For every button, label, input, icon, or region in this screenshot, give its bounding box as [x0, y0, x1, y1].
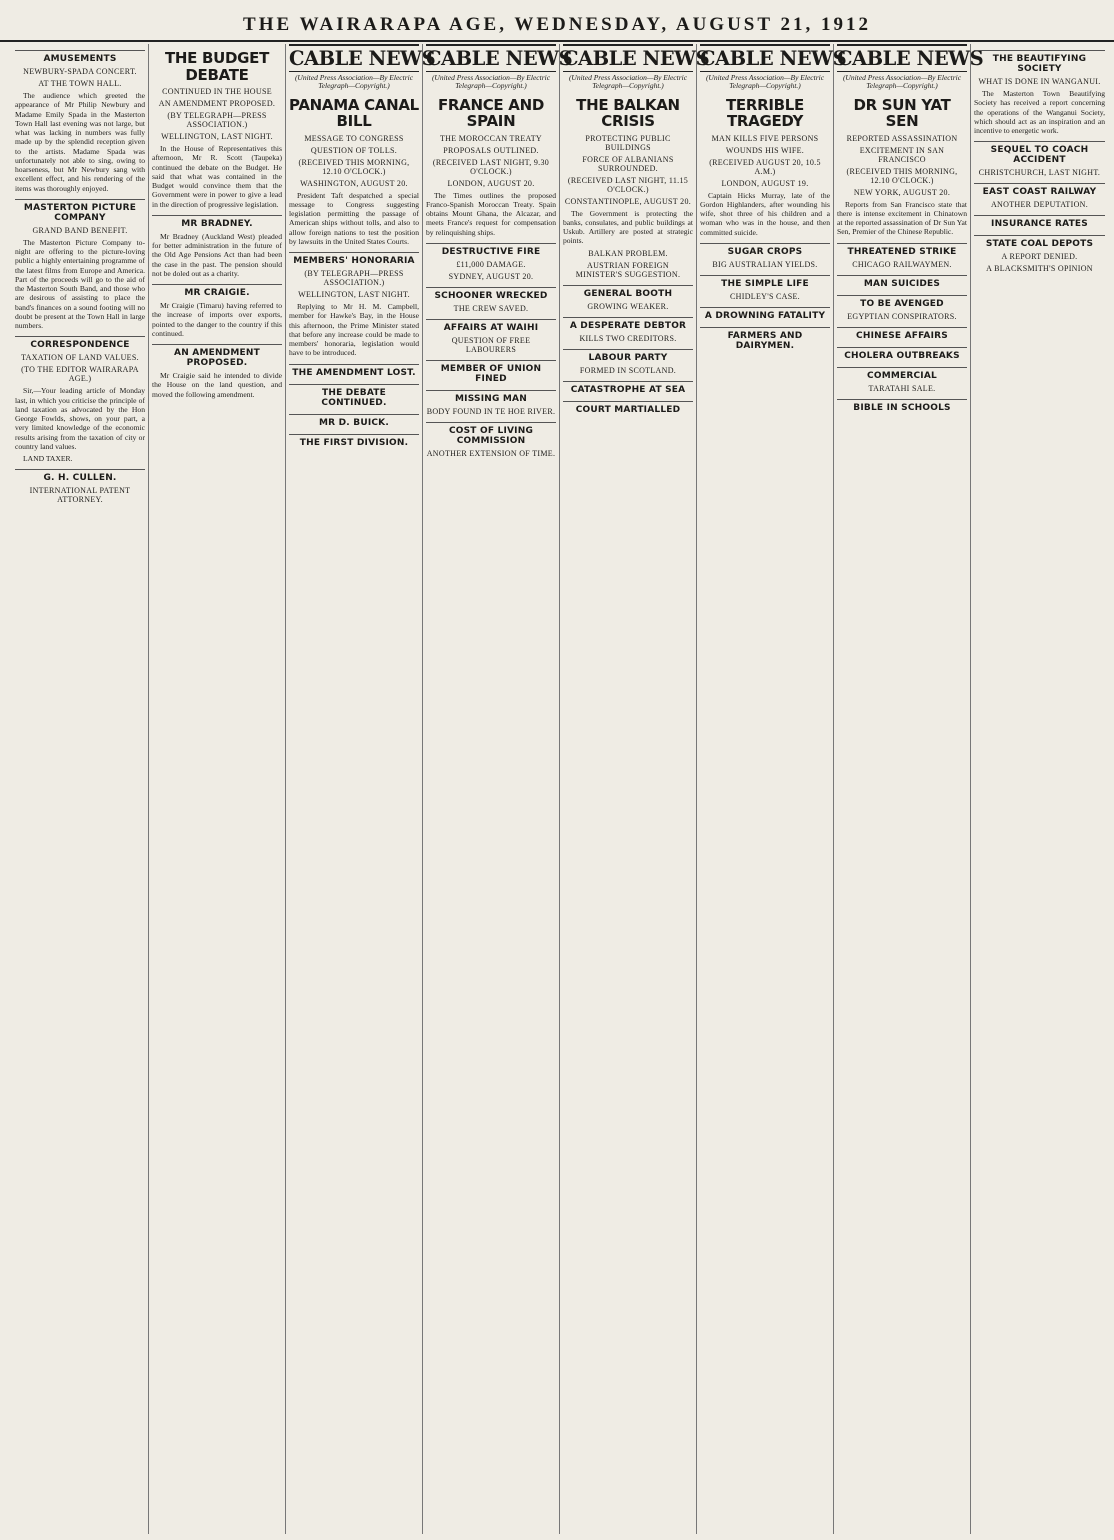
subheading: EXCITEMENT IN SAN FRANCISCO [859, 145, 945, 164]
section-heading: THE SIMPLE LIFE [700, 275, 830, 289]
column-banner: CABLE NEWS [837, 44, 967, 72]
article-paragraph: Mr Craigie said he intended to divide the House on the land question, and moved the following amendment. [152, 371, 282, 399]
subheading: ANOTHER EXTENSION OF TIME. [426, 448, 556, 458]
article-paragraph: Mr Bradney (Auckland West) pleaded for better administration in the future of the Old Age Pensions Act than had been the case in the past. The pension should not be doled out as a charity. [152, 231, 282, 278]
subheading: CHRISTCHURCH, LAST NIGHT. [978, 168, 1101, 178]
subheading: AUSTRIAN FOREIGN MINISTER'S SUGGESTION. [575, 260, 681, 279]
column-c1 [12, 44, 149, 1534]
section-heading: MASTERTON PICTURE COMPANY [15, 199, 145, 223]
section-heading: BIBLE IN SCHOOLS [837, 399, 967, 413]
masthead [0, 10, 1114, 42]
article-paragraph: The Masterton Picture Company to-night are offering to the picture-loving public a highly entertaining programme of the latest films from Europe and America. Part of the proceeds will go to the aid of the Masterton South Band, and those who are desirous of assisting to place the band's finances on a sound footing will no doubt be present at the Town Hall in large numbers. [15, 237, 145, 330]
subheading: WELLINGTON, LAST NIGHT. [161, 132, 273, 141]
section-heading: SEQUEL TO COACH ACCIDENT [974, 141, 1105, 165]
subheading: FORCE OF ALBANIANS SURROUNDED. [582, 154, 674, 173]
article-paragraph: The Government is protecting the banks, consulates, and public buildings at Uskub. Artillery are posted at strategic points. [563, 208, 693, 246]
subheading: GROWING WEAKER. [587, 301, 669, 311]
subheading: BALKAN PROBLEM. [588, 248, 668, 258]
section-heading: MAN SUICIDES [837, 275, 967, 289]
section-heading: THE AMENDMENT LOST. [289, 364, 419, 378]
subheading: WOUNDS HIS WIFE. [725, 145, 805, 155]
section-heading: G. H. CULLEN. [15, 469, 145, 483]
section-heading: AMUSEMENTS [15, 50, 145, 64]
article-paragraph: The Times outlines the proposed Franco-Spanish Moroccan Treaty. Spain obtains Mount Ghana, the Alcazar, and meets France's request for compensation by relinquishing ships. [426, 190, 556, 237]
column-banner: CABLE NEWS [289, 44, 419, 72]
masthead-title: THE WAIRARAPA AGE, WEDNESDAY, AUGUST 21, 1912 [243, 14, 871, 35]
article-headline: FRANCE AND SPAIN [437, 95, 545, 130]
article-paragraph: The Masterton Town Beautifying Society has received a report concerning the operations of the Wanganui Society, which should act as an inspiration and an incentive to energetic work. [974, 89, 1105, 135]
subheading: CHICAGO RAILWAYMEN. [852, 259, 952, 269]
subheading: NEWBURY-SPADA CONCERT. [23, 67, 137, 76]
subheading: LONDON, AUGUST 20. [447, 178, 535, 188]
subheading: LONDON, AUGUST 19. [721, 178, 809, 188]
section-heading: LABOUR PARTY [563, 349, 693, 363]
article-paragraph: LAND TAXER. [23, 454, 73, 463]
subheading: (RECEIVED LAST NIGHT, 9.30 O'CLOCK.) [432, 157, 550, 176]
column-credit: (United Press Association—By Electric Telegraph—Copyright.) [431, 73, 551, 91]
article-headline: PANAMA CANAL BILL [289, 95, 419, 130]
article-headline: TERRIBLE TRAGEDY [726, 95, 804, 130]
subheading: AT THE TOWN HALL. [38, 79, 122, 88]
subheading: TAXATION OF LAND VALUES. [21, 353, 139, 363]
section-heading: MISSING MAN [426, 390, 556, 404]
section-heading: TO BE AVENGED [837, 295, 967, 309]
column-c3 [286, 44, 436, 1534]
subheading: PROTECTING PUBLIC BUILDINGS [585, 133, 671, 152]
subheading: KILLS TWO CREDITORS. [579, 333, 677, 343]
section-heading: MEMBERS' HONORARIA [289, 252, 419, 266]
section-heading: MR BRADNEY. [152, 215, 282, 229]
subheading: MESSAGE TO CONGRESS [304, 133, 404, 143]
column-c7 [834, 44, 984, 1534]
section-heading: COURT MARTIALLED [563, 401, 693, 415]
subheading: A REPORT DENIED. [1001, 252, 1078, 262]
subheading: QUESTION OF FREE LABOURERS [451, 335, 531, 354]
subheading: BODY FOUND IN TE HOE RIVER. [426, 406, 556, 416]
subheading: QUESTION OF TOLLS. [310, 145, 398, 155]
article-paragraph: President Taft despatched a special message to Congress suggesting legislation permitting the passage of American ships without tolls, and also to allow foreign nations to test the position by lawsuits in the United States Courts. [289, 190, 419, 246]
column-banner: CABLE NEWS [563, 44, 693, 72]
section-heading: INSURANCE RATES [974, 215, 1105, 229]
column-banner: CABLE NEWS [426, 44, 556, 72]
subheading: (BY TELEGRAPH—PRESS ASSOCIATION.) [167, 111, 267, 129]
section-heading: THE BEAUTIFYING SOCIETY [974, 50, 1105, 74]
subheading: (RECEIVED THIS MORNING, 12.10 O'CLOCK.) [846, 166, 958, 185]
columns-container [12, 44, 1108, 1534]
subheading: NEW YORK, AUGUST 20. [853, 187, 951, 197]
section-heading: STATE COAL DEPOTS [974, 235, 1105, 249]
column-credit: (United Press Association—By Electric Telegraph—Copyright.) [294, 73, 414, 91]
subheading: (RECEIVED AUGUST 20, 10.5 A.M.) [709, 157, 821, 176]
article-paragraph: Sir,—Your leading article of Monday last, in which you criticise the principle of land taxation as advocated by the Hon George Fowlds, shows, on your part, a very limited knowledge of the economic results arising from the taxation of city or country land values. [15, 386, 145, 451]
subheading: REPORTED ASSASSINATION [846, 133, 958, 143]
subheading: (RECEIVED LAST NIGHT, 11.15 O'CLOCK.) [567, 175, 689, 194]
subheading: THE CREW SAVED. [453, 303, 529, 313]
section-heading: SUGAR CROPS [700, 243, 830, 257]
column-c8 [971, 44, 1108, 1534]
article-paragraph: The audience which greeted the appearance of Mr Philip Newbury and Madame Emily Spada in the Masterton Town Hall last evening was not large, but what was lacking in numbers was fully made up by the splendid reception given to the artists. Madame Spada was unfortunately not able to sing, owing to hoarseness, but Mr Newbury sang with excellent effect, and his rendering of the items was thoroughly enjoyed. [15, 91, 145, 193]
section-heading: MR CRAIGIE. [152, 284, 282, 298]
section-heading: COMMERCIAL [837, 367, 967, 381]
section-heading: THREATENED STRIKE [837, 243, 967, 257]
article-paragraph: In the House of Representatives this afternoon, Mr R. Scott (Taupeka) continued the debate on the Budget. He said that what was contained in the Budget would convince them that the Government were in power to give a lead in the direction of progressive legislation. [152, 144, 282, 209]
subheading: (RECEIVED THIS MORNING, 12.10 O'CLOCK.) [298, 157, 410, 176]
article-headline: THE BALKAN CRISIS [576, 95, 680, 130]
column-credit: (United Press Association—By Electric Telegraph—Copyright.) [568, 73, 688, 91]
subheading: £11,000 DAMAGE. [456, 259, 526, 269]
article-headline: DR SUN YAT SEN [853, 95, 951, 130]
section-heading: DESTRUCTIVE FIRE [426, 243, 556, 257]
subheading: TARATAHI SALE. [868, 383, 936, 393]
subheading: (BY TELEGRAPH—PRESS ASSOCIATION.) [304, 269, 404, 287]
subheading: WHAT IS DONE IN WANGANUI. [978, 77, 1101, 86]
section-heading: MR D. BUICK. [289, 414, 419, 428]
subheading: INTERNATIONAL PATENT ATTORNEY. [29, 486, 131, 505]
subheading: (TO THE EDITOR WAIRARAPA AGE.) [21, 365, 139, 384]
subheading: CONTINUED IN THE HOUSE [162, 87, 272, 96]
subheading: EGYPTIAN CONSPIRATORS. [847, 311, 957, 321]
article-paragraph: Replying to Mr H. M. Campbell, member for Hawke's Bay, in the House this afternoon, the Prime Minister stated that before any increase could be made to members' honoraria, legislation would have to be introduced. [289, 302, 419, 358]
subheading: ANOTHER DEPUTATION. [990, 200, 1089, 210]
column-banner: CABLE NEWS [700, 44, 830, 72]
section-heading: CHINESE AFFAIRS [837, 327, 967, 341]
subheading: CHIDLEY'S CASE. [730, 291, 800, 301]
section-heading: COST OF LIVING COMMISSION [426, 422, 556, 446]
section-heading: FARMERS AND DAIRYMEN. [700, 327, 830, 351]
subheading: PROPOSALS OUTLINED. [443, 145, 539, 155]
subheading: CONSTANTINOPLE, AUGUST 20. [564, 196, 692, 206]
article-paragraph: Captain Hicks Murray, late of the Gordon Highlanders, after wounding his wife, shot three of his children and a woman who was in the house, and then committed suicide. [700, 190, 830, 237]
section-heading: THE FIRST DIVISION. [289, 434, 419, 448]
section-heading: MEMBER OF UNION FINED [426, 360, 556, 384]
section-heading: AFFAIRS AT WAIHI [426, 319, 556, 333]
section-heading: A DROWNING FATALITY [700, 307, 830, 321]
article-paragraph: Reports from San Francisco state that there is intense excitement in Chinatown at the reported assassination of Dr Sun Yat Sen, Premier of the Chinese Republic. [837, 199, 967, 237]
section-heading: SCHOONER WRECKED [426, 287, 556, 301]
section-heading: CATASTROPHE AT SEA [563, 381, 693, 395]
section-heading: AN AMENDMENT PROPOSED. [152, 344, 282, 368]
section-heading: CORRESPONDENCE [15, 336, 145, 350]
section-heading: A DESPERATE DEBTOR [563, 317, 693, 331]
subheading: SYDNEY, AUGUST 20. [448, 271, 534, 281]
column-c2 [149, 44, 286, 1534]
section-heading: CHOLERA OUTBREAKS [837, 347, 967, 361]
column-credit: (United Press Association—By Electric Telegraph—Copyright.) [705, 73, 825, 91]
article-headline: THE BUDGET DEBATE [164, 49, 270, 84]
section-heading: GENERAL BOOTH [563, 285, 693, 299]
subheading: FORMED IN SCOTLAND. [579, 365, 677, 375]
section-heading: EAST COAST RAILWAY [974, 183, 1105, 197]
article-paragraph: Mr Craigie (Timaru) having referred to the increase of imports over exports, pointed to the danger to the country if this continued. [152, 301, 282, 338]
subheading: BIG AUSTRALIAN YIELDS. [712, 259, 818, 269]
subheading: THE MOROCCAN TREATY [439, 133, 542, 143]
column-c4 [423, 44, 573, 1534]
column-c6 [697, 44, 847, 1534]
subheading: WASHINGTON, AUGUST 20. [300, 178, 408, 188]
section-heading: THE DEBATE CONTINUED. [289, 384, 419, 408]
subheading: GRAND BAND BENEFIT. [32, 225, 128, 235]
subheading: WELLINGTON, LAST NIGHT. [298, 290, 410, 299]
subheading: A BLACKSMITH'S OPINION [986, 264, 1093, 274]
subheading: MAN KILLS FIVE PERSONS [711, 133, 819, 143]
column-c5 [560, 44, 710, 1534]
column-credit: (United Press Association—By Electric Telegraph—Copyright.) [842, 73, 962, 91]
subheading: AN AMENDMENT PROPOSED. [158, 99, 276, 108]
